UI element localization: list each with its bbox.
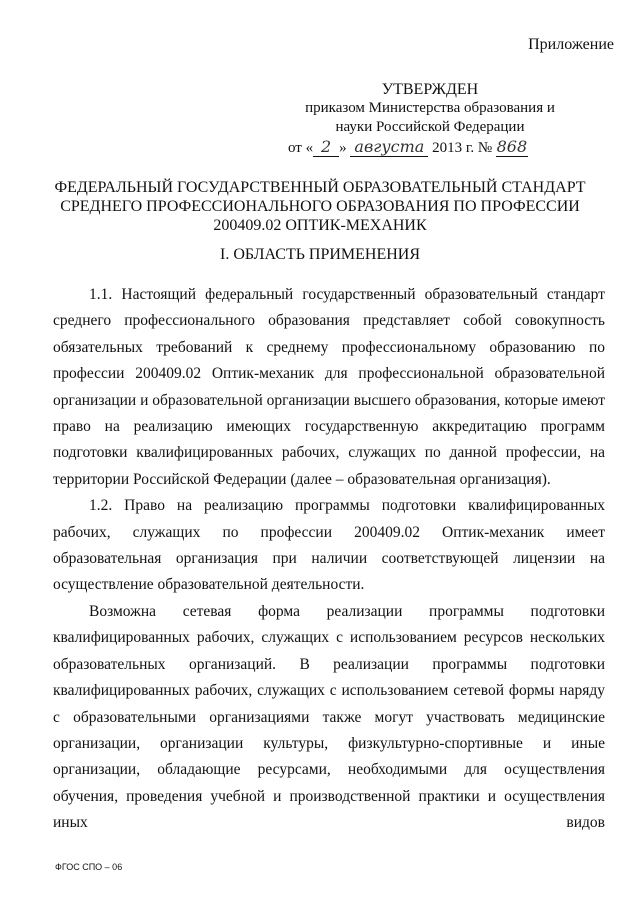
paragraph-1-2: 1.2. Право на реализацию программы подготовки квалифицированных рабочих, служащих по профессии 200409.02 Оптик-механик имеет образовательная организация при наличии соответствующей лицензии на осуществление образовательной деятельности.: [53, 497, 605, 594]
section-heading: I. ОБЛАСТЬ ПРИМЕНЕНИЯ: [219, 246, 421, 263]
date-prefix: от «: [288, 140, 314, 156]
date-mid: »: [339, 140, 347, 156]
title-line-3: 200409.02 ОПТИК-МЕХАНИК: [213, 217, 427, 234]
title-line-1: ФЕДЕРАЛЬНЫЙ ГОСУДАРСТВЕННЫЙ ОБРАЗОВАТЕЛЬНЫЙ СТАНДАРТ: [54, 179, 586, 196]
date-month: августа: [350, 137, 428, 157]
document-title: [40, 178, 600, 235]
title-line-2: СРЕДНЕГО ПРОФЕССИОНАЛЬНОГО ОБРАЗОВАНИЯ ПО ПРОФЕССИИ: [60, 198, 580, 215]
date-year: 2013 г. №: [432, 140, 493, 156]
approval-line-1: приказом Министерства образования и: [305, 100, 555, 116]
paragraph-network-form: Возможна сетевая форма реализации программы подготовки квалифицированных рабочих, служащих с использованием ресурсов нескольких образовательных организаций. В реализации программы подготовки квалифицированных рабочих, служащих с использованием сетевой формы наряду с образовательными организациями также могут участвовать медицинские организации, организации культуры, физкультурно-спортивные и иные организации, обладающие ресурсами, необходимыми для осуществления обучения, проведения учебной и производственной практики и осуществления иных видов: [53, 602, 605, 832]
approval-block: [280, 80, 580, 158]
appendix-label: Приложение: [528, 36, 614, 53]
approval-line-2: науки Российской Федерации: [335, 119, 525, 135]
approval-date-line: [280, 137, 580, 158]
order-number: 868: [496, 137, 528, 156]
footer-code: ФГОС СПО – 06: [55, 862, 123, 872]
body-text: [53, 282, 605, 837]
paragraph-1-1: 1.1. Настоящий федеральный государственный образовательный стандарт среднего профессионального образования представляет собой совокупность обязательных требований к среднему профессиональному образованию по профессии 200409.02 Оптик-механик для профессиональной образовательной организации и образовательной организации высшего образования, которые имеют право на реализацию имеющих государственную аккредитацию программ подготовки квалифицированных рабочих, служащих по данной профессии, на территории Российской Федерации (далее – образовательная организация).: [53, 286, 605, 488]
approval-heading: УТВЕРЖДЕН: [381, 81, 479, 98]
date-day: 2: [313, 137, 339, 157]
